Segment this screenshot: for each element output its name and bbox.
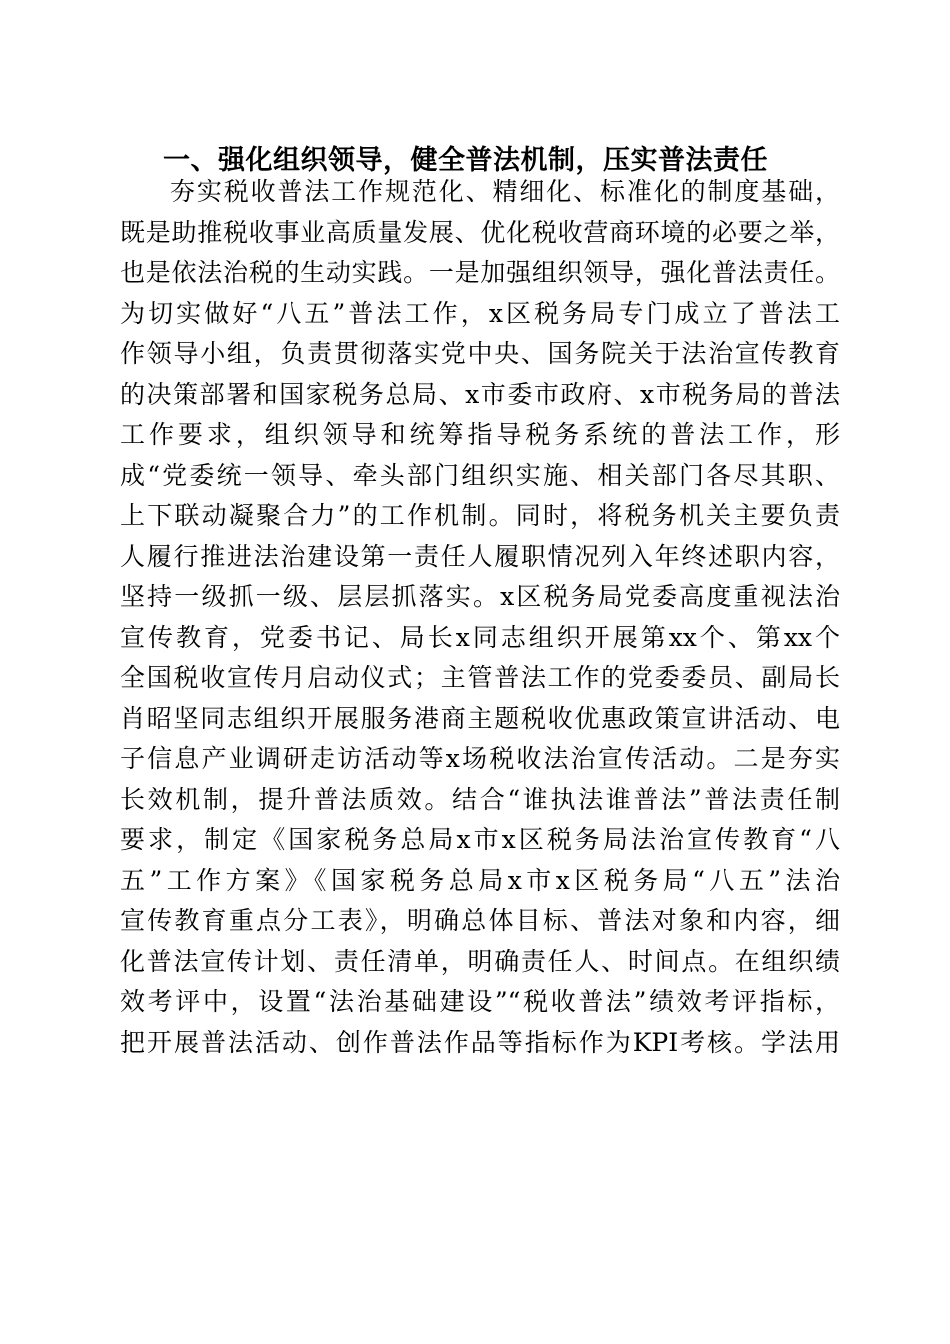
text-line: 要求，制定《国家税务总局x市x区税务局法治宣传教育“八 — [120, 825, 840, 854]
text-line: 全国税收宣传月启动仪式；主管普法工作的党委委员、副局长 — [120, 663, 840, 692]
text-line: 工作要求，组织领导和统筹指导税务系统的普法工作，形 — [120, 420, 840, 449]
text-line: 子信息产业调研走访活动等x场税收法治宣传活动。二是夯实 — [120, 744, 840, 773]
text-line: 也是依法治税的生动实践。一是加强组织领导，强化普法责任。 — [120, 258, 840, 287]
text-line: 化普法宣传计划、责任清单，明确责任人、时间点。在组织绩 — [120, 946, 840, 976]
text-line: 为切实做好“八五”普法工作，x区税务局专门成立了普法工 — [120, 298, 840, 328]
text-line: 夯实税收普法工作规范化、精细化、标准化的制度基础， — [170, 177, 840, 206]
text-line: 宣传教育重点分工表》，明确总体目标、普法对象和内容，细 — [120, 906, 840, 935]
text-line: 既是助推税收事业高质量发展、优化税收营商环境的必要之举， — [120, 217, 840, 247]
section-heading: 一、强化组织领导，健全普法机制，压实普法责任 — [163, 145, 768, 176]
text-line: 把开展普法活动、创作普法作品等指标作为KPI考核。学法用 — [120, 1027, 840, 1057]
text-line: 效考评中，设置“法治基础建设”“税收普法”绩效考评指标， — [120, 987, 840, 1016]
text-line: 作领导小组，负责贯彻落实党中央、国务院关于法治宣传教育 — [120, 339, 840, 368]
text-line: 肖昭坚同志组织开展服务港商主题税收优惠政策宣讲活动、电 — [120, 703, 840, 733]
text-line: 上下联动凝聚合力”的工作机制。同时，将税务机关主要负责 — [120, 501, 840, 530]
text-line: 宣传教育，党委书记、局长x同志组织开展第xx个、第xx个 — [120, 622, 840, 652]
text-line: 坚持一级抓一级、层层抓落实。x区税务局党委高度重视法治 — [120, 582, 840, 611]
text-line: 的决策部署和国家税务总局、x市委市政府、x市税务局的普法 — [120, 379, 840, 409]
text-line: 五”工作方案》《国家税务总局x市x区税务局“八五”法治 — [120, 865, 840, 895]
text-line: 成“党委统一领导、牵头部门组织实施、相关部门各尽其职、 — [120, 460, 840, 490]
text-line: 人履行推进法治建设第一责任人履职情况列入年终述职内容， — [120, 541, 840, 571]
body-paragraph — [120, 172, 840, 1063]
text-line: 长效机制，提升普法质效。结合“谁执法谁普法”普法责任制 — [120, 784, 840, 814]
